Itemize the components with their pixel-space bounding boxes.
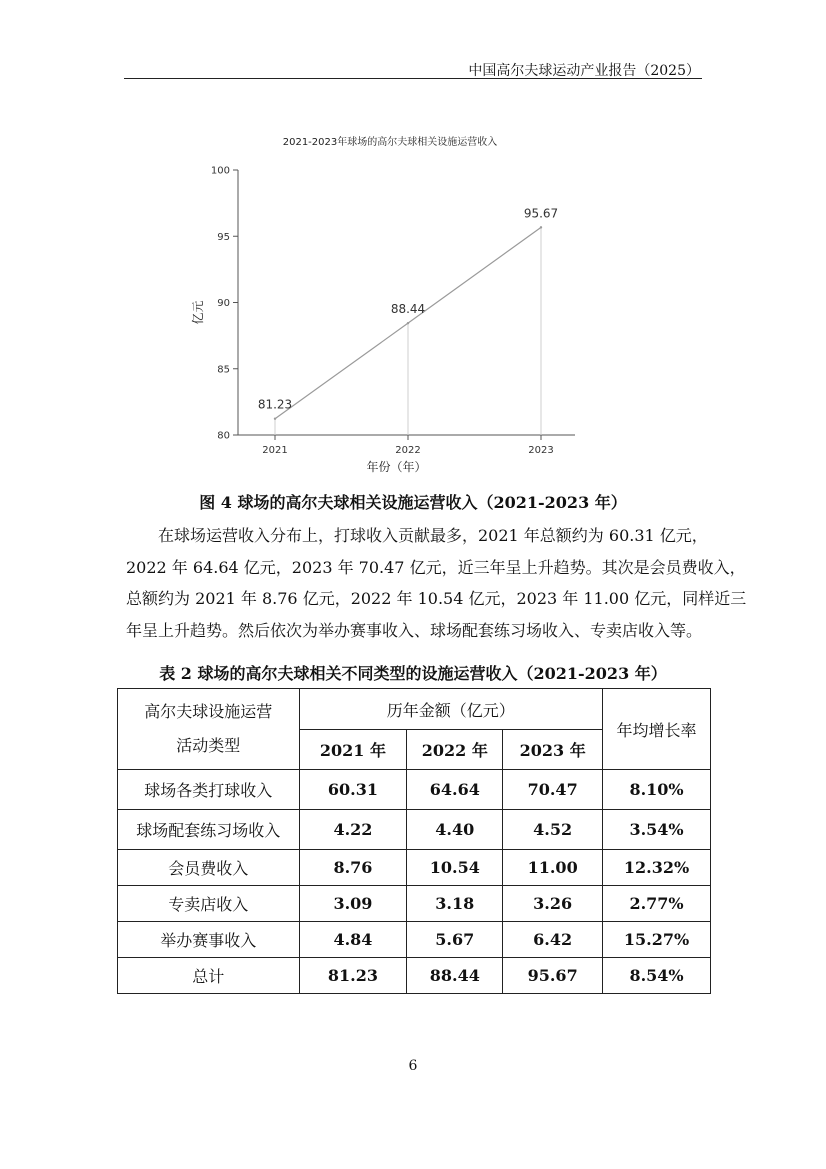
cell-2022: 10.54	[407, 850, 503, 886]
body-paragraph	[126, 520, 747, 646]
header-activity-type-line2: 活动类型	[176, 736, 241, 755]
row-type: 总计	[118, 958, 300, 994]
y-tick-label: 95	[217, 231, 230, 243]
row-type: 会员费收入	[118, 850, 300, 886]
y-tick-label: 80	[217, 430, 230, 442]
y-tick-label: 100	[210, 165, 230, 177]
cell-2023: 11.00	[503, 850, 603, 886]
row-type: 举办赛事收入	[118, 922, 300, 958]
paragraph-line: 在球场运营收入分布上，打球收入贡献最多，2021 年总额约为 60.31 亿元，	[158, 526, 708, 545]
row-type: 专卖店收入	[118, 886, 300, 922]
table-row	[118, 850, 711, 886]
revenue-line-chart	[180, 128, 600, 478]
paragraph-line: 年呈上升趋势。然后依次为举办赛事收入、球场配套练习场收入、专卖店收入等。	[126, 620, 703, 640]
cell-2022: 88.44	[407, 958, 503, 994]
chart-title: 2021-2023年球场的高尔夫球相关设施运营收入	[282, 137, 498, 148]
cell-2021: 4.84	[299, 922, 407, 958]
header-activity-type	[118, 689, 300, 770]
figure-caption: 图 4 球场的高尔夫球相关设施运营收入（2021-2023 年）	[199, 493, 627, 512]
cell-2023: 70.47	[503, 770, 603, 810]
table-caption: 表 2 球场的高尔夫球相关不同类型的设施运营收入（2021-2023 年）	[159, 664, 667, 683]
cell-growth: 8.54%	[603, 958, 711, 994]
data-label: 88.44	[390, 302, 426, 317]
x-tick-label: 2021	[262, 445, 288, 456]
y-tick-label: 85	[217, 364, 230, 376]
x-axis-label: 年份（年）	[366, 460, 427, 474]
y-tick-label: 90	[217, 298, 230, 309]
cell-2023: 95.67	[503, 958, 603, 994]
cell-growth: 15.27%	[603, 922, 711, 958]
cell-2023: 3.26	[503, 886, 603, 922]
paragraph-line: 2022 年 64.64 亿元，2023 年 70.47 亿元，近三年呈上升趋势。其次是会员费收入，	[126, 557, 746, 577]
revenue-table	[117, 688, 711, 994]
page-number: 6	[408, 1058, 418, 1074]
x-tick-label: 2022	[395, 445, 421, 456]
table-row	[118, 810, 711, 850]
x-tick-label: 2023	[528, 445, 554, 456]
cell-2023: 6.42	[503, 922, 603, 958]
cell-2021: 81.23	[299, 958, 407, 994]
header-activity-type-line1: 高尔夫球设施运营	[144, 702, 273, 721]
header-year: 2023 年	[503, 730, 603, 770]
cell-growth: 2.77%	[603, 886, 711, 922]
cell-growth: 3.54%	[603, 810, 711, 850]
y-axis-label: 亿元	[191, 300, 205, 325]
row-type: 球场配套练习场收入	[118, 810, 300, 850]
cell-2021: 8.76	[299, 850, 407, 886]
header-year: 2021 年	[299, 730, 407, 770]
paragraph-line: 总额约为 2021 年 8.76 亿元，2022 年 10.54 亿元，2023 年 11.00 亿元，同样近三	[126, 589, 747, 609]
cell-2022: 5.67	[407, 922, 503, 958]
page-header	[124, 58, 702, 79]
cell-2023: 4.52	[503, 810, 603, 850]
chart-canvas	[180, 128, 600, 478]
cell-2021: 60.31	[299, 770, 407, 810]
cell-growth: 8.10%	[603, 770, 711, 810]
header-amount: 历年金额（亿元）	[299, 689, 603, 730]
cell-2021: 3.09	[299, 886, 407, 922]
table-row	[118, 886, 711, 922]
cell-2021: 4.22	[299, 810, 407, 850]
report-title: 中国高尔夫球运动产业报告（2025）	[468, 63, 700, 79]
table-row-total	[118, 958, 711, 994]
row-type: 球场各类打球收入	[118, 770, 300, 810]
data-label: 81.23	[257, 397, 293, 412]
header-growth: 年均增长率	[603, 689, 711, 770]
cell-growth: 12.32%	[603, 850, 711, 886]
table-row	[118, 770, 711, 810]
data-point	[540, 226, 542, 228]
cell-2022: 3.18	[407, 886, 503, 922]
data-point	[407, 322, 409, 324]
cell-2022: 64.64	[407, 770, 503, 810]
data-label: 95.67	[523, 206, 559, 221]
cell-2022: 4.40	[407, 810, 503, 850]
table-row	[118, 922, 711, 958]
header-year: 2022 年	[407, 730, 503, 770]
data-point	[274, 418, 276, 420]
